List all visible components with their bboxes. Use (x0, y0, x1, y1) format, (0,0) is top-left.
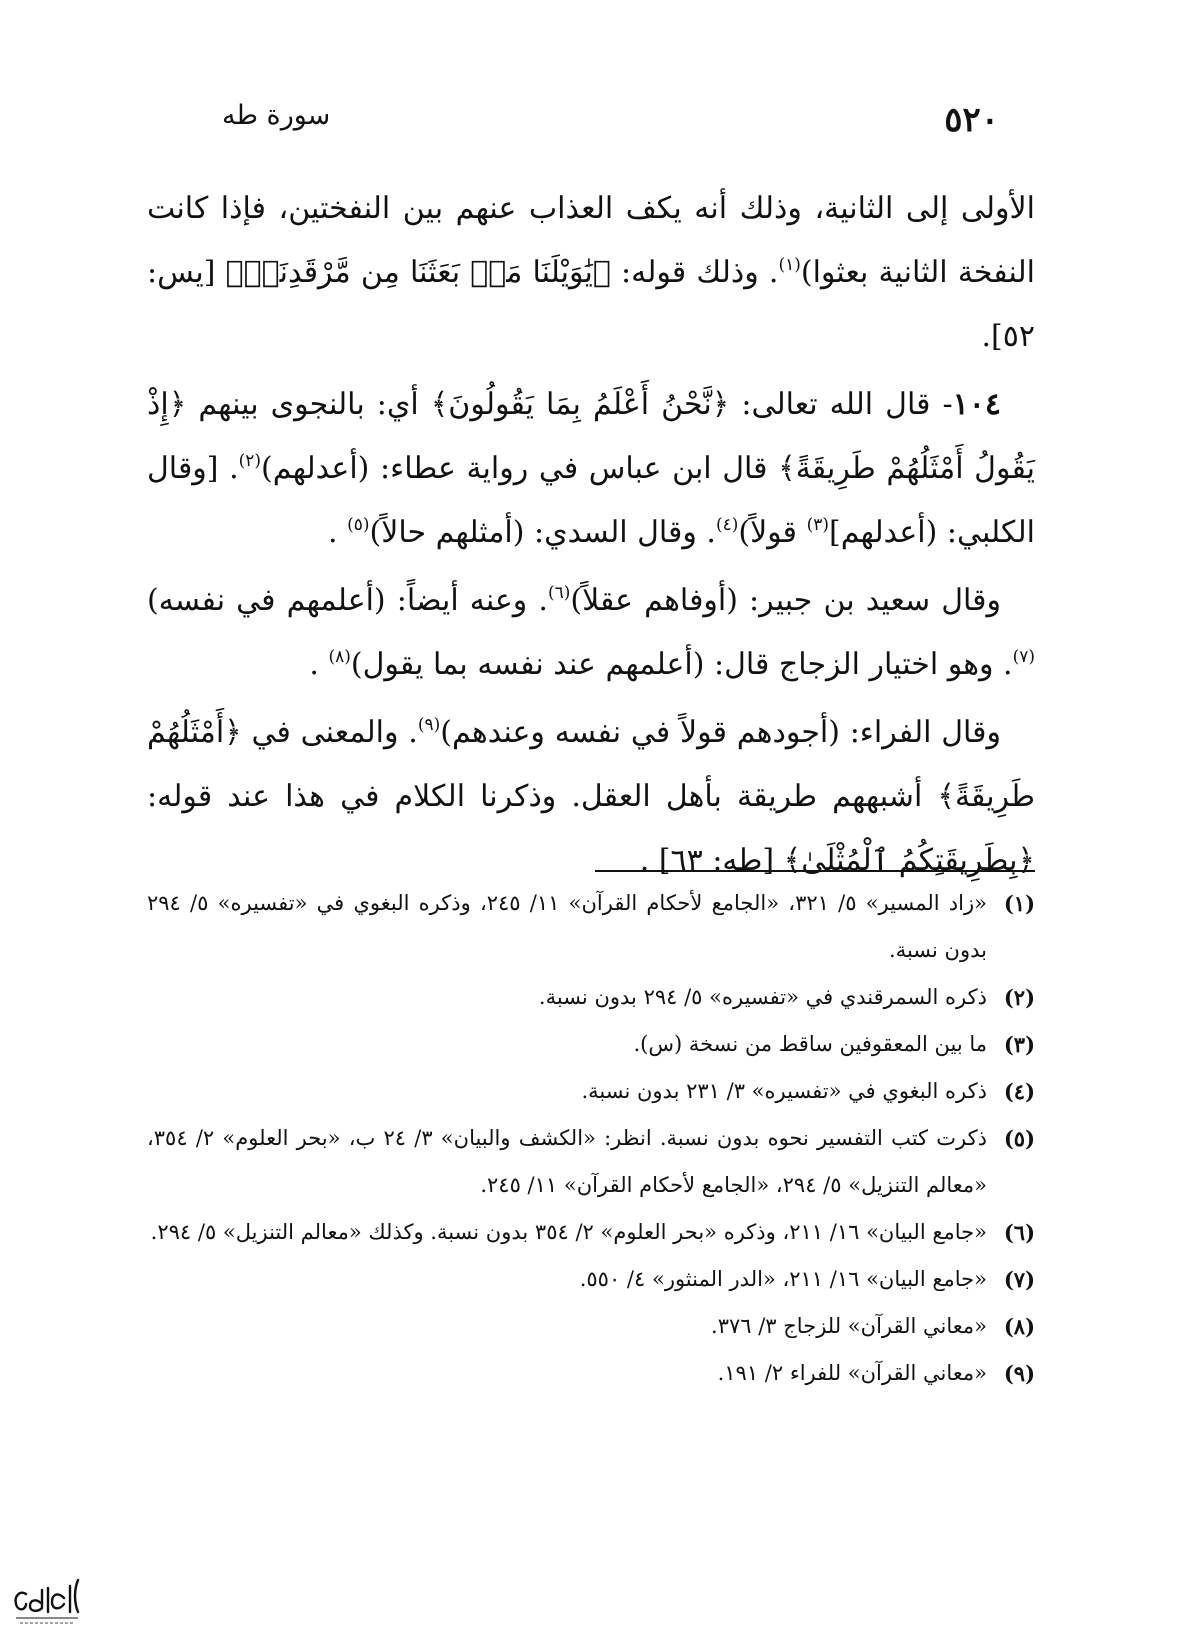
footnote-number: (١) (1003, 891, 1035, 916)
footnote-separator (595, 870, 1035, 872)
footnote-number: (٤) (1003, 1079, 1035, 1104)
footnote-item (147, 1115, 1035, 1209)
footnote-text: ذكره السمرقندي في «تفسيره» ٥/ ٢٩٤ بدون نسبة. (538, 985, 987, 1009)
paragraph-1 (147, 177, 1035, 369)
running-head (150, 92, 1035, 152)
footnote-number: (٥) (1003, 1126, 1035, 1151)
paragraph-text: . (328, 515, 348, 550)
paragraph-text: . وذلك قوله: ﴿يَٰوَيْلَنَا مَنۢ بَعَثَنَا مِن مَّرْقَدِنَاۜ﴾ [يس: ٥٢]. (147, 255, 1035, 354)
footnote-ref-9: (٩) (417, 715, 441, 735)
surah-title: سورة طه (222, 100, 331, 131)
footnote-ref-1: (١) (778, 255, 801, 275)
footnotes (147, 880, 1035, 1397)
footnote-text: «زاد المسير» ٥/ ٣٢١، «الجامع لأحكام القرآن» ١١/ ٢٤٥، وذكره البغوي في «تفسيره» ٥/ ٢٩٤ بدون نسبة. (147, 891, 987, 962)
paragraph-text: وقال سعيد بن جبير: (أوفاهم عقلاً) (570, 583, 1001, 618)
paragraph-text: . (309, 647, 329, 682)
paragraph-text: الأولى إلى الثانية، وذلك أنه يكف العذاب عنهم بين النفختين، فإذا كانت النفخة الثانية بعثوا) (147, 191, 1035, 290)
footnote-ref-7: (٧) (1012, 647, 1035, 667)
footnote-item (147, 1256, 1035, 1303)
footnote-text: ذكرت كتب التفسير نحوه بدون نسبة. انظر: «الكشف والبيان» ٣/ ٢٤ ب، «بحر العلوم» ٢/ ٣٥٤، «معالم التنزيل» ٥/ ٢٩٤، «الجامع لأحكام القرآن» ١١/ ٢٤٥. (147, 1126, 987, 1197)
paragraph-text: . [وقال الكلبي: (أعدلهم] (147, 451, 1035, 550)
footnote-ref-5: (٥) (347, 515, 370, 535)
footnote-number: (٨) (1003, 1314, 1035, 1339)
paragraph-text: - قال الله تعالى: ﴿نَّحْنُ أَعْلَمُ بِمَا يَقُولُونَ﴾ أي: بالنجوى بينهم ﴿إِذْ يَقُولُ أَمْثَلُهُمْ طَرِيقَةً﴾ قال ابن عباس في رواية عطاء: (أعدلهم) (147, 387, 1035, 486)
footnote-text: «معاني القرآن» للزجاج ٣/ ٣٧٦. (711, 1314, 987, 1338)
footnote-ref-4: (٤) (715, 515, 739, 535)
verse-number: ١٠٤ (952, 387, 1001, 422)
footnote-text: «معاني القرآن» للفراء ٢/ ١٩١. (717, 1361, 987, 1385)
footnote-ref-6: (٦) (547, 583, 571, 603)
paragraph-text: وقال الفراء: (أجودهم قولاً في نفسه وعندهم) (440, 715, 1001, 750)
footnote-text: «جامع البيان» ١٦/ ٢١١، «الدر المنثور» ٤/ ٥٥٠. (579, 1267, 987, 1291)
paragraph-4 (147, 701, 1035, 893)
paragraph-2 (147, 373, 1035, 565)
footnote-ref-8: (٨) (328, 647, 351, 667)
footnote-item (147, 1068, 1035, 1115)
paragraph-text: . والمعنى في ﴿أَمْثَلُهُمْ طَرِيقَةً﴾ أشبههم طريقة بأهل العقل. وذكرنا الكلام في هذا عند قوله: ﴿بِطَرِيقَتِكُمُ ٱلْمُثْلَىٰ﴾ [طه: ٦٣] . (147, 715, 1035, 878)
page-number: ٥٢٠ (944, 100, 999, 140)
footnote-item (147, 1350, 1035, 1397)
footnote-item (147, 1209, 1035, 1256)
footnote-ref-3: (٣) (806, 515, 829, 535)
footnote-number: (٧) (1003, 1267, 1035, 1292)
paragraph-text: . وعنه أيضاً: (أعلمهم في نفسه) (147, 583, 548, 618)
footnote-item (147, 880, 1035, 974)
footnote-ref-2: (٢) (238, 451, 262, 471)
footnote-text: ذكره البغوي في «تفسيره» ٣/ ٢٣١ بدون نسبة. (581, 1079, 987, 1103)
footnote-item (147, 1021, 1035, 1068)
paragraph-text: . وقال السدي: (أمثلهم حالاً) (369, 515, 716, 550)
footnote-number: (٣) (1003, 1032, 1035, 1057)
paragraph-3 (147, 569, 1035, 697)
paragraph-text: قولاً) (738, 515, 807, 550)
footnote-number: (٦) (1003, 1220, 1035, 1245)
paragraph-text: . وهو اختيار الزجاج قال: (أعلمهم عند نفسه بما يقول) (350, 647, 1013, 682)
footnote-number: (٢) (1003, 985, 1035, 1010)
footnote-text: «جامع البيان» ١٦/ ٢١١، وذكره «بحر العلوم» ٢/ ٣٥٤ بدون نسبة. وكذلك «معالم التنزيل» ٥/ ٢٩٤. (150, 1220, 987, 1244)
main-text (147, 177, 1035, 897)
library-stamp-logo (8, 1568, 86, 1628)
footnote-text: ما بين المعقوفين ساقط من نسخة (س). (633, 1032, 987, 1056)
footnote-number: (٩) (1003, 1361, 1035, 1386)
footnote-item (147, 1303, 1035, 1350)
footnote-item (147, 974, 1035, 1021)
